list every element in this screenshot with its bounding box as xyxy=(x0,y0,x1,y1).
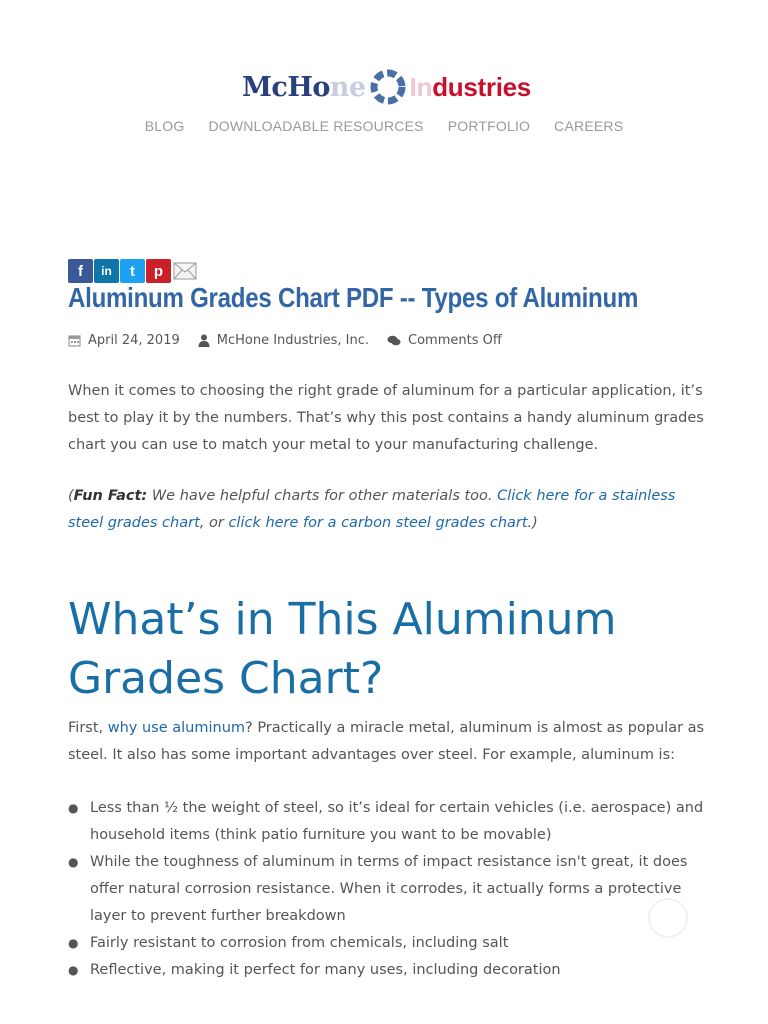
main-nav xyxy=(0,118,768,134)
list-item-text: Fairly resistant to corrosion from chemicals, including salt xyxy=(90,935,509,951)
list-item-text: Reflective, making it perfect for many uses, including decoration xyxy=(90,962,561,978)
linkedin-icon[interactable] xyxy=(94,259,119,283)
share-bar xyxy=(68,259,197,283)
list-item-text: Less than ½ the weight of steel, so it’s ideal for certain vehicles (i.e. aerospace) and household items (think patio furniture you want to be movable) xyxy=(90,800,704,843)
list-item xyxy=(68,930,708,957)
logo-mark-icon xyxy=(370,69,406,105)
fun-fact-paragraph xyxy=(68,483,708,537)
list-item xyxy=(68,957,708,984)
envelope-icon xyxy=(173,262,197,280)
pinterest-glyph: p xyxy=(153,262,164,280)
carbon-steel-chart-link[interactable]: click here for a carbon steel grades chart xyxy=(228,515,528,531)
post-date-text: April 24, 2019 xyxy=(88,333,180,348)
comments-icon xyxy=(387,335,401,347)
email-icon[interactable] xyxy=(172,259,197,283)
post-date xyxy=(68,333,180,348)
nav-downloadable-resources[interactable]: DOWNLOADABLE RESOURCES xyxy=(208,118,424,134)
advantages-list xyxy=(68,795,708,984)
bullet-icon: ● xyxy=(68,936,79,950)
site-logo[interactable] xyxy=(242,66,532,108)
logo-text-right: Industries xyxy=(409,71,531,102)
list-item-text: While the toughness of aluminum in terms of impact resistance isn't great, it does offer natural corrosion resistance. When it corrodes, it actually forms a protective layer to prevent further breakdown xyxy=(90,854,688,924)
list-item xyxy=(68,795,708,849)
facebook-glyph: f xyxy=(78,262,83,280)
list-item xyxy=(68,849,708,930)
post-comments xyxy=(387,333,502,348)
post-comments-text: Comments Off xyxy=(408,333,502,348)
fun-fact-close: .) xyxy=(527,515,538,531)
bullet-icon: ● xyxy=(68,801,79,815)
bullet-icon: ● xyxy=(68,855,79,869)
calendar-icon xyxy=(68,334,81,347)
post-author xyxy=(198,333,369,348)
post-title: Aluminum Grades Chart PDF -- Types of Aluminum xyxy=(68,282,639,313)
first-post: ? Practically a miracle metal, aluminum is almost as popular as steel. It also has some important advantages over steel. For example, aluminum is: xyxy=(68,720,705,763)
logo-text-left: McHone xyxy=(242,71,366,103)
bullet-icon: ● xyxy=(68,963,79,977)
fun-fact-text: We have helpful charts for other materials too. xyxy=(147,488,498,504)
twitter-glyph: t xyxy=(130,262,135,280)
nav-portfolio[interactable]: PORTFOLIO xyxy=(447,118,531,134)
post-meta xyxy=(68,333,520,348)
watermark-circle-icon xyxy=(648,898,688,938)
fun-fact-label: Fun Fact: xyxy=(73,488,148,504)
user-icon xyxy=(198,334,210,347)
section-heading: What’s in This Aluminum Grades Chart? xyxy=(68,594,617,704)
post-author-text[interactable]: McHone Industries, Inc. xyxy=(216,333,369,348)
nav-blog[interactable]: BLOG xyxy=(144,118,185,134)
linkedin-glyph: in xyxy=(101,264,112,278)
fun-fact-open: ( xyxy=(68,488,74,504)
first-paragraph xyxy=(68,715,708,769)
intro-paragraph: When it comes to choosing the right grade of aluminum for a particular application, it’s best to play it by the numbers. That’s why this post contains a handy aluminum grades chart you can use to match your metal to your manufacturing challenge. xyxy=(68,383,704,453)
facebook-icon[interactable] xyxy=(68,259,93,283)
fun-fact-mid: , or xyxy=(199,515,229,531)
stainless-steel-chart-link[interactable]: Click here for a stainless steel grades chart xyxy=(68,488,676,531)
twitter-icon[interactable] xyxy=(120,259,145,283)
first-pre: First, xyxy=(68,720,108,736)
nav-careers[interactable]: CAREERS xyxy=(554,118,624,134)
why-use-aluminum-link[interactable]: why use aluminum xyxy=(107,720,246,736)
pinterest-icon[interactable] xyxy=(146,259,171,283)
